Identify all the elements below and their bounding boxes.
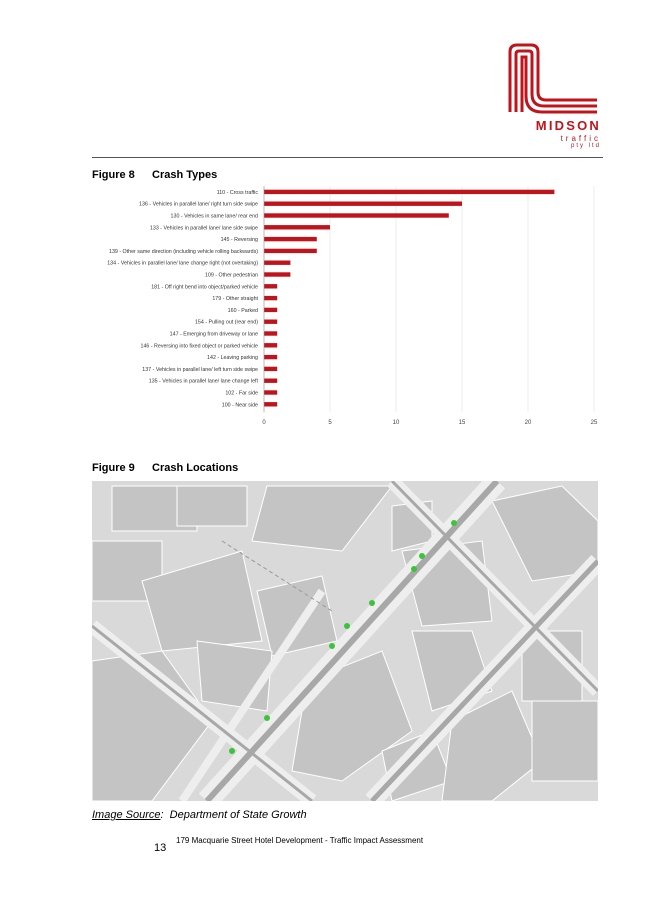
category-label: 134 - Vehicles in parallel lane/ lane change right (not overtaking) <box>107 260 258 267</box>
image-source: Image Source: Department of State Growth <box>92 809 307 821</box>
bar <box>264 261 290 265</box>
bar <box>264 379 277 383</box>
category-label: 109 - Other pedestrian <box>205 272 258 279</box>
crash-types-chart <box>92 184 607 424</box>
bar <box>264 249 317 253</box>
bar <box>264 202 462 206</box>
bar <box>264 331 277 335</box>
category-label: 137 - Vehicles in parallel lane/ left turn side swipe <box>142 366 258 373</box>
x-tick-label: 15 <box>458 420 466 424</box>
x-tick-label: 0 <box>262 420 266 424</box>
category-label: 133 - Vehicles in parallel lane/ lane side swipe <box>149 225 258 232</box>
category-label: 154 - Pulling out (rear end) <box>194 319 258 326</box>
category-label: 147 - Emerging from driveway or lane <box>169 331 258 338</box>
category-label: 179 - Other straight <box>212 296 258 303</box>
x-tick-label: 25 <box>590 420 598 424</box>
category-label: 110 - Cross traffic <box>216 189 258 196</box>
bar <box>264 225 330 229</box>
category-label: 145 - Reversing <box>220 237 258 244</box>
bar <box>264 367 277 371</box>
figure-8-number: Figure 8 <box>92 169 135 181</box>
category-label: 130 - Vehicles in same lane/ rear end <box>170 213 258 220</box>
logo-subtitle-2: pty ltd <box>570 143 601 149</box>
category-label: 181 - Off right bend into object/parked vehicle <box>151 284 258 291</box>
category-label: 146 - Reversing into fixed object or parked vehicle <box>140 343 258 350</box>
bar <box>264 402 277 406</box>
bar <box>264 308 277 312</box>
bar <box>264 343 277 347</box>
page-footer: 179 Macquarie Street Hotel Development - Traffic Impact Assessment <box>176 836 424 845</box>
figure-9-title <box>92 462 238 474</box>
figure-8-title <box>92 169 217 181</box>
image-source-label: Image Source <box>92 809 161 821</box>
bar <box>264 296 277 300</box>
bar <box>264 320 277 324</box>
x-tick-label: 20 <box>524 420 532 424</box>
bar <box>264 355 277 359</box>
header-rule <box>92 157 603 158</box>
map-canvas <box>92 481 598 801</box>
bar <box>264 272 290 276</box>
bar <box>264 213 449 217</box>
category-label: 100 - Near side <box>221 402 258 409</box>
logo-wordmark: MIDSON <box>535 118 601 133</box>
figure-8-caption: Crash Types <box>152 169 218 181</box>
crash-locations-map <box>92 481 598 801</box>
category-label: 160 - Parked <box>227 307 258 314</box>
bar <box>264 190 554 194</box>
bar <box>264 237 317 241</box>
category-label: 136 - Vehicles in parallel lane/ right turn side swipe <box>139 201 258 208</box>
image-source-text: Department of State Growth <box>169 809 307 821</box>
x-tick-label: 10 <box>392 420 400 424</box>
category-label: 102 - Far side <box>225 390 258 397</box>
figure-9-number: Figure 9 <box>92 462 135 474</box>
category-label: 142 - Leaving parking <box>207 355 258 362</box>
x-tick-label: 5 <box>328 420 332 424</box>
bar <box>264 284 277 288</box>
bar <box>264 390 277 394</box>
page-number: 13 <box>154 842 167 854</box>
category-label: 139 - Other same direction (including vehicle rolling backwards) <box>109 248 258 255</box>
category-label: 135 - Vehicles in parallel lane/ lane change left <box>148 378 258 385</box>
figure-9-caption: Crash Locations <box>152 462 239 474</box>
logo-subtitle: traffic <box>560 134 601 143</box>
